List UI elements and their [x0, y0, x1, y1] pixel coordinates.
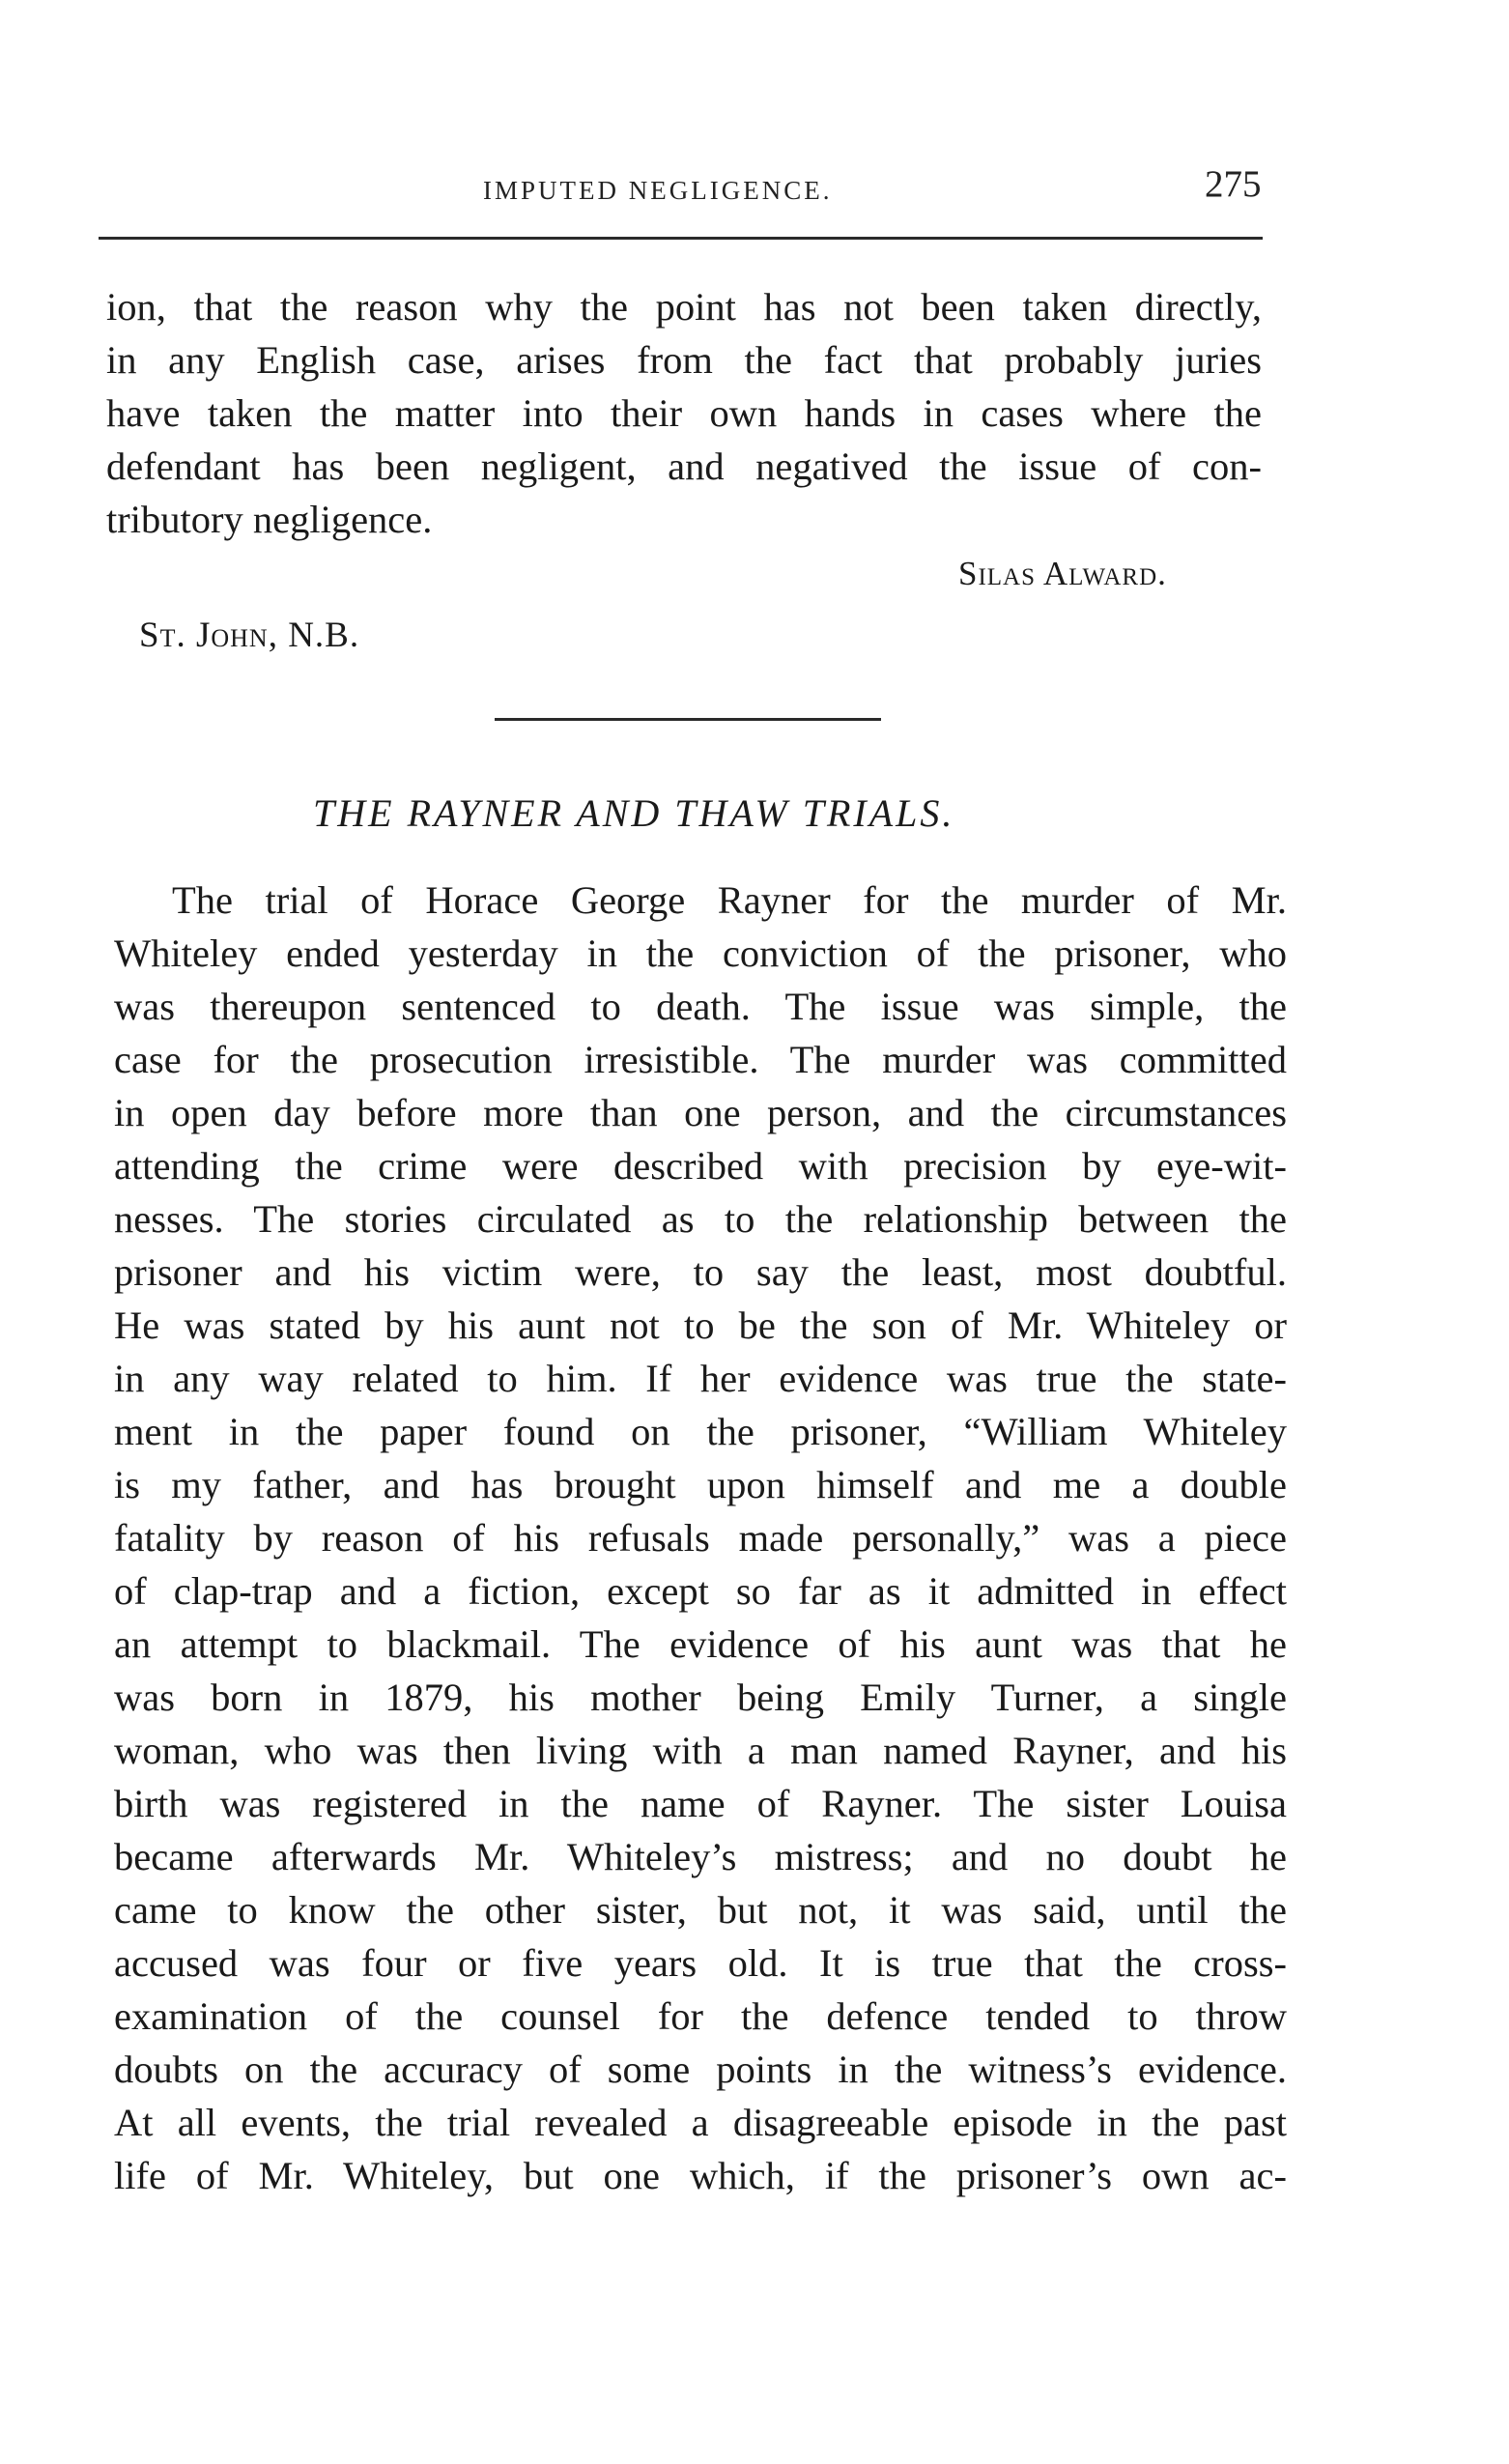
text-line: have taken the matter into their own hands in cases where the [106, 391, 1262, 435]
text-line: of clap-trap and a fiction, except so far as it admitted in effect [114, 1569, 1287, 1613]
header-rule [99, 237, 1263, 240]
text-line: is my father, and has brought upon himself and me a double [114, 1463, 1287, 1506]
text-line: ment in the paper found on the prisoner, “William Whiteley [114, 1410, 1287, 1453]
text-line: examination of the counsel for the defence tended to throw [114, 1994, 1287, 2038]
text-line: came to know the other sister, but not, it was said, until the [114, 1888, 1287, 1932]
page-number: 275 [1205, 163, 1262, 205]
text-line: defendant has been negligent, and negatived the issue of con- [106, 444, 1262, 488]
text-line: doubts on the accuracy of some points in the witness’s evidence. [114, 2048, 1287, 2091]
text-line: At all events, the trial revealed a disagreeable episode in the past [114, 2101, 1287, 2144]
running-head: IMPUTED NEGLIGENCE. [483, 176, 833, 205]
article-title: THE RAYNER AND THAW TRIALS. [313, 791, 955, 835]
text-line: tributory negligence. [106, 498, 433, 541]
text-line: ion, that the reason why the point has not been taken directly, [106, 285, 1262, 329]
article-body-paragraph [114, 874, 1287, 2202]
text-line: was born in 1879, his mother being Emily Turner, a single [114, 1676, 1287, 1719]
previous-article-closing-paragraph [106, 280, 1262, 546]
text-line: in any way related to him. If her evidence was true the state- [114, 1357, 1287, 1400]
text-line: became afterwards Mr. Whiteley’s mistress; and no doubt he [114, 1835, 1287, 1878]
text-line: He was stated by his aunt not to be the son of Mr. Whiteley or [114, 1304, 1287, 1347]
text-line: prisoner and his victim were, to say the least, most doubtful. [114, 1250, 1287, 1294]
text-line: nesses. The stories circulated as to the relationship between the [114, 1197, 1287, 1241]
text-line: case for the prosecution irresistible. The murder was committed [114, 1038, 1287, 1081]
text-line: woman, who was then living with a man named Rayner, and his [114, 1729, 1287, 1772]
text-line: birth was registered in the name of Rayner. The sister Louisa [114, 1782, 1287, 1825]
text-line: Whiteley ended yesterday in the conviction of the prisoner, who [114, 931, 1287, 975]
text-line: in any English case, arises from the fact that probably juries [106, 338, 1262, 382]
author-signature: Silas Alward. [958, 555, 1167, 592]
text-line: was thereupon sentenced to death. The issue was simple, the [114, 985, 1287, 1028]
section-divider [495, 718, 881, 721]
text-line: accused was four or five years old. It is true that the cross- [114, 1941, 1287, 1985]
text-line: an attempt to blackmail. The evidence of his aunt was that he [114, 1622, 1287, 1666]
text-line: fatality by reason of his refusals made personally,” was a piece [114, 1516, 1287, 1560]
text-line: The trial of Horace George Rayner for the murder of Mr. [172, 878, 1287, 922]
text-line: attending the crime were described with precision by eye-wit- [114, 1144, 1287, 1188]
text-line: life of Mr. Whiteley, but one which, if the prisoner’s own ac- [114, 2154, 1287, 2197]
place-line: St. John, N.B. [139, 616, 360, 655]
text-line: in open day before more than one person, and the circumstances [114, 1091, 1287, 1134]
